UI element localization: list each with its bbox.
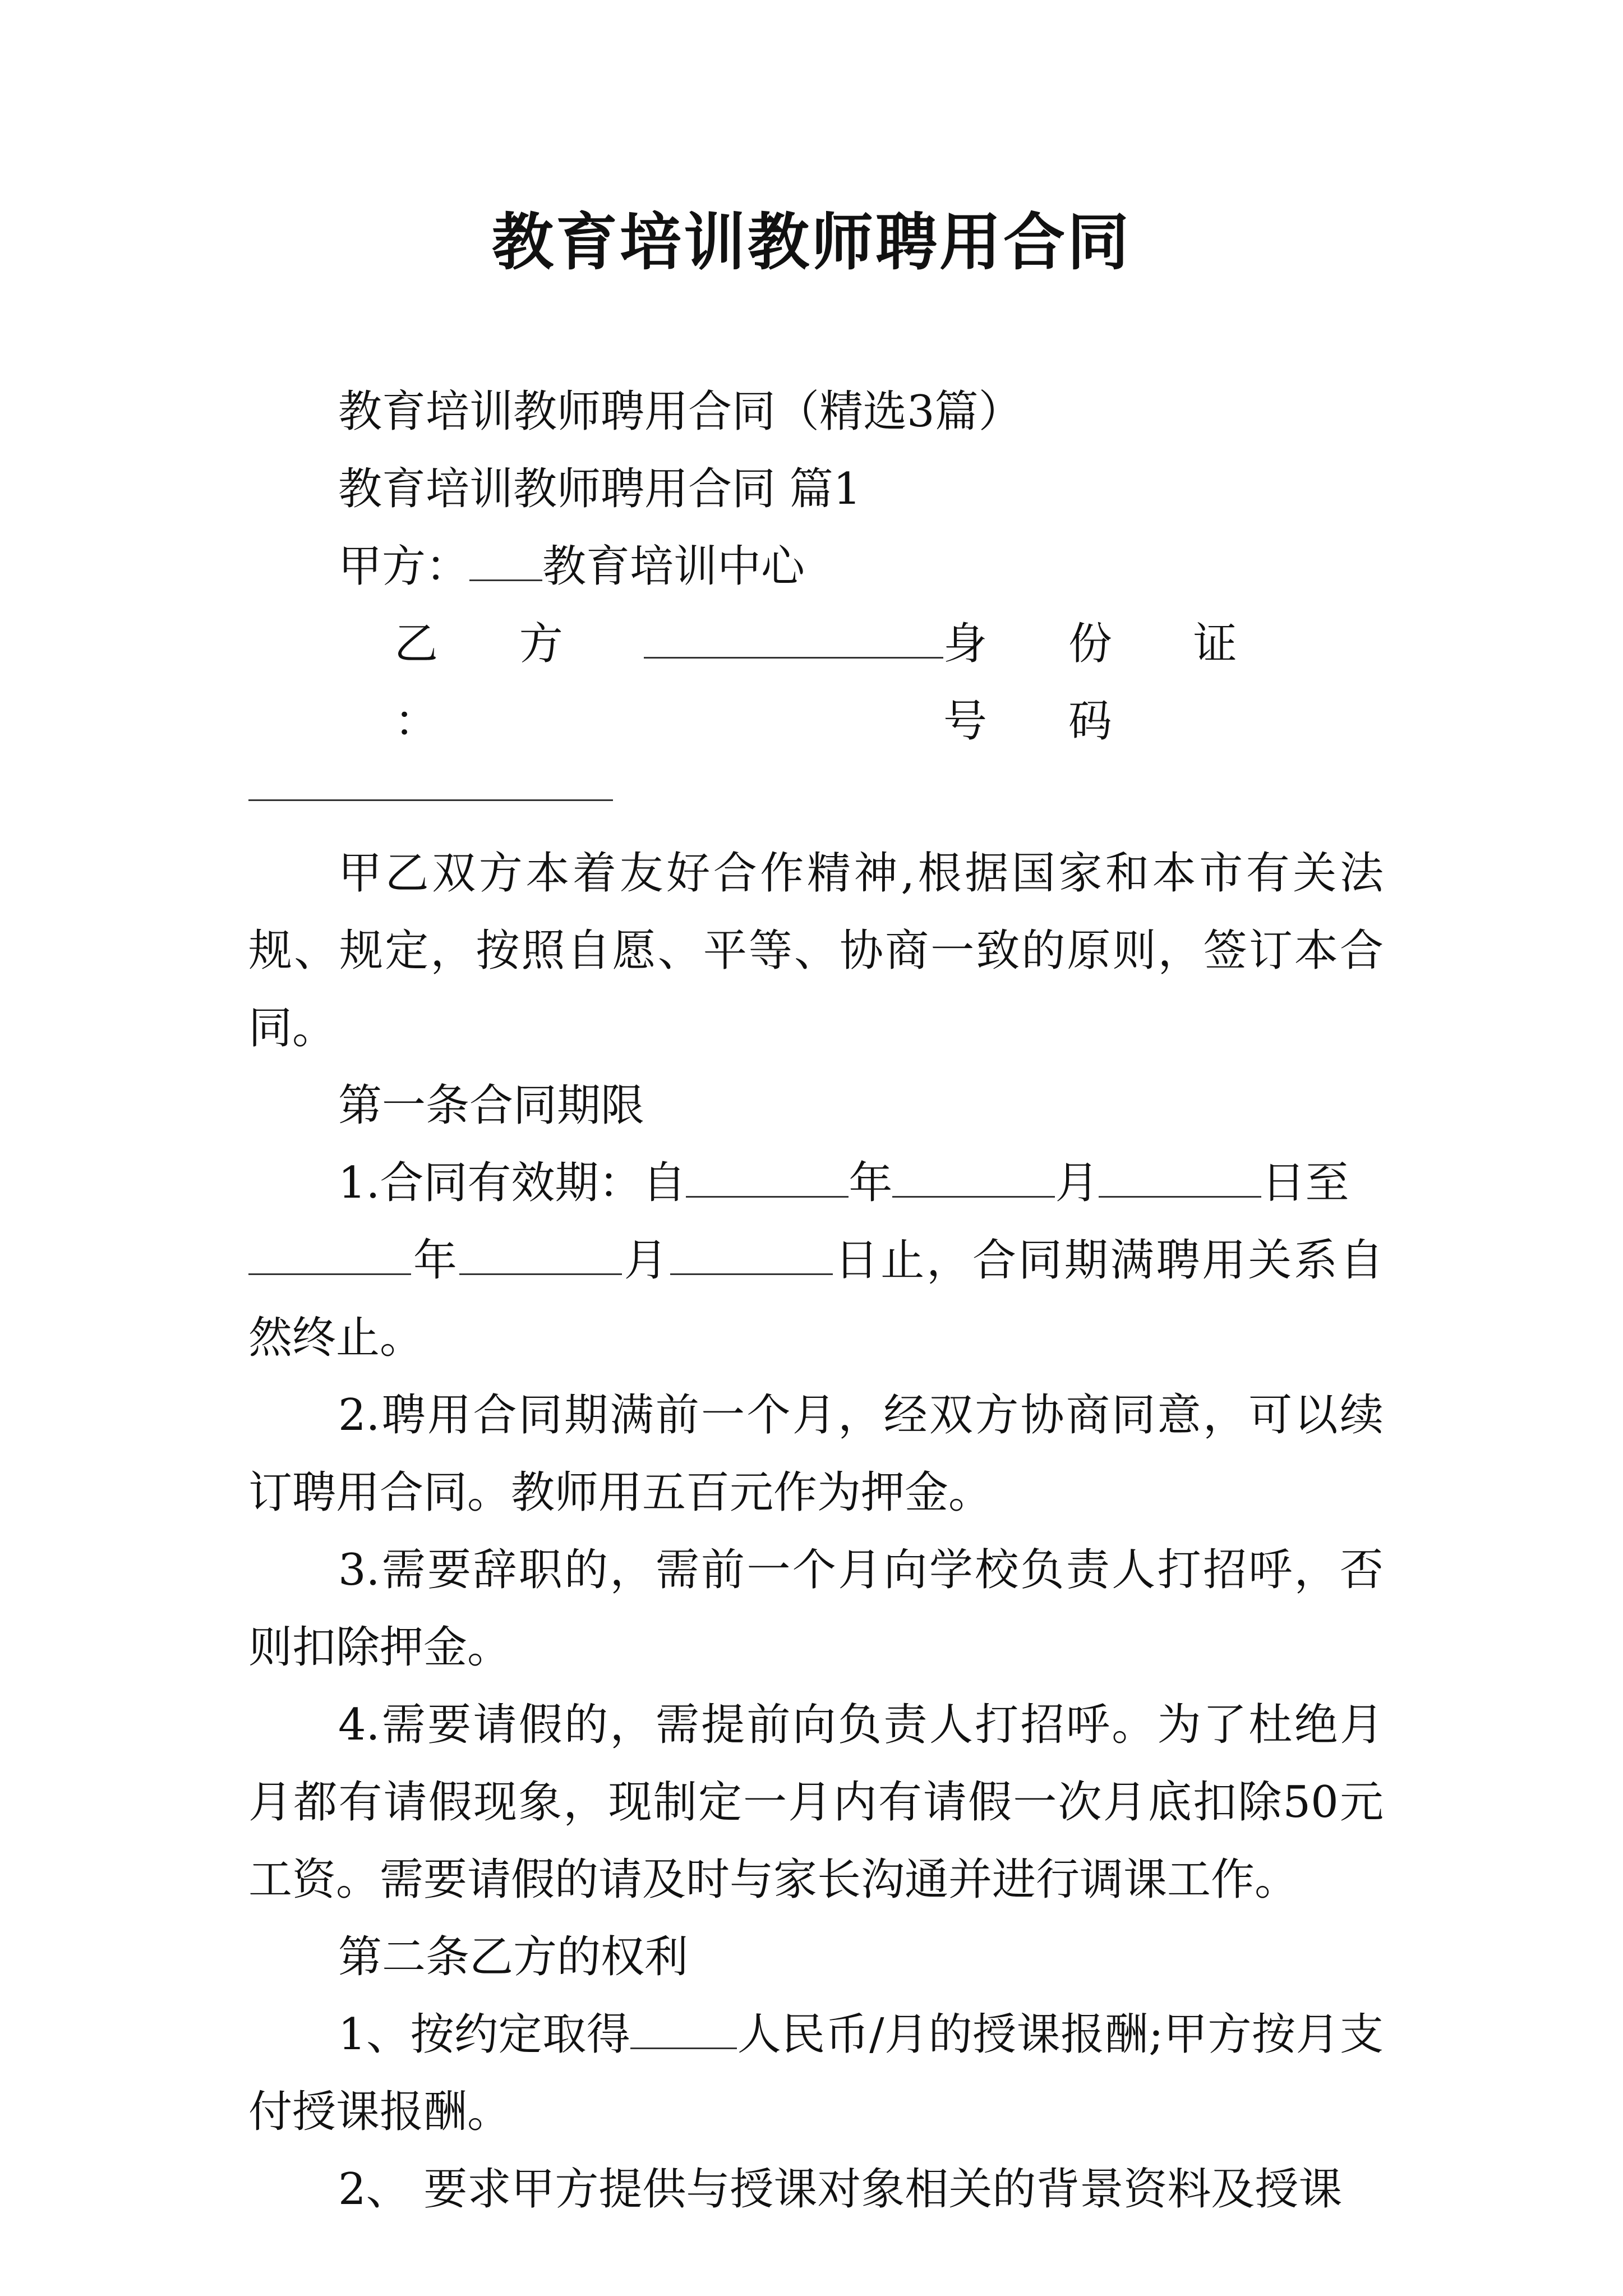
salary-terms: 人民币/月的授课报酬;甲方按月支付授课报酬。 (248, 2009, 1384, 2137)
party-a-blank (469, 540, 542, 581)
year-label: 年 (411, 1235, 459, 1286)
article-2-item-2: 2、 要求甲方提供与授课对象相关的背景资料及授课 (338, 2164, 1343, 2215)
page-title: 教育培训教师聘用合同 (492, 206, 1131, 278)
salary-blank (630, 2008, 737, 2049)
year-label: 年 (849, 1158, 893, 1208)
party-b-blank (644, 618, 943, 659)
article-1-item-4: 4.需要请假的，需提前向负责人打招呼。为了杜绝月月都有请假现象，现制定一月内有请假一次月底扣除50元工资。需要请假的请及时与家长沟通并进行调课工作。 (248, 1700, 1384, 1905)
party-b-label: 乙 方 ： (394, 619, 597, 747)
id-number-label: 身 份 证 号 码 (943, 619, 1271, 747)
section-line: 教育培训教师聘用合同 篇1 (338, 464, 861, 514)
start-year-blank (686, 1157, 849, 1198)
spacer (248, 801, 1384, 835)
day-end-label: 日止，合同期满聘用关系自然终止。 (248, 1235, 1384, 1363)
salary-label: 1、按约定取得 (338, 2009, 631, 2060)
party-a-value: 教育培训中心 (542, 541, 805, 592)
start-month-blank (892, 1157, 1055, 1198)
article-1-item-3: 3.需要辞职的，需前一个月向学校负责人打招呼，否则扣除押金。 (248, 1545, 1384, 1673)
term-start-label: 1.合同有效期：自 (338, 1158, 686, 1208)
intro-paragraph: 甲乙双方本着友好合作精神,根据国家和本市有关法规、规定，按照自愿、平等、协商一致的原则，签订本合同。 (248, 848, 1384, 1053)
article-1-title: 第一条合同期限 (338, 1080, 645, 1131)
month-label: 月 (1055, 1158, 1099, 1208)
article-2-item-1 (248, 1996, 1384, 2151)
month-label: 月 (621, 1235, 670, 1286)
party-a-label: 甲方： (338, 541, 470, 592)
end-month-blank (459, 1234, 622, 1275)
article-1-item-1 (248, 1144, 1384, 1377)
article-2-title: 第二条乙方的权利 (338, 1932, 689, 1982)
end-year-blank (248, 1234, 411, 1275)
id-number-blank (248, 777, 613, 801)
subtitle-line: 教育培训教师聘用合同（精选3篇） (338, 386, 1022, 437)
article-1-item-2: 2.聘用合同期满前一个月，经双方协商同意，可以续订聘用合同。教师用五百元作为押金。 (248, 1390, 1384, 1518)
day-to-label: 日至 (1261, 1158, 1349, 1208)
document-body (248, 373, 1384, 2228)
end-day-blank (670, 1234, 833, 1275)
start-day-blank (1099, 1157, 1261, 1198)
party-a-line (248, 528, 1384, 605)
party-b-line (248, 605, 1384, 760)
